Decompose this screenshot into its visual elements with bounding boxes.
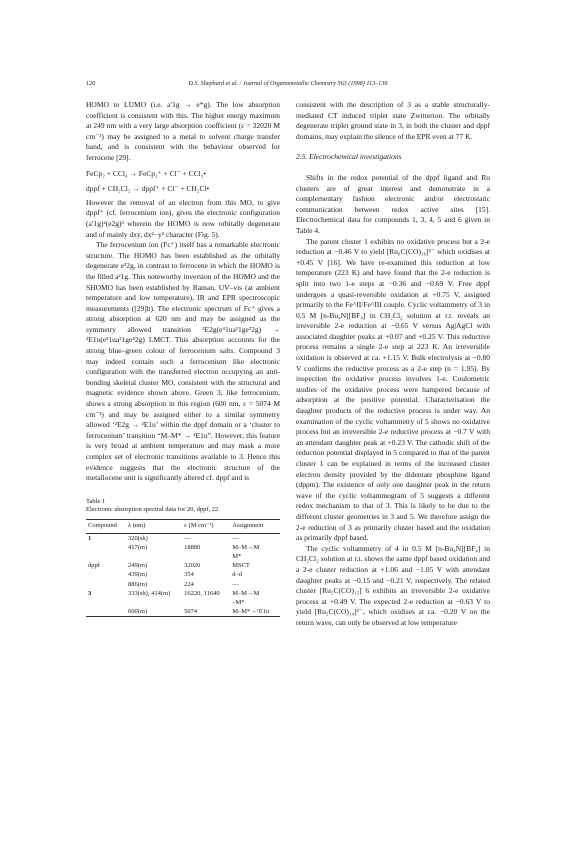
table-cell: 354 — [184, 571, 194, 579]
running-header — [86, 80, 490, 92]
running-head: D.S. Shephard et al. / Journal of Organometallic Chemistry 563 (1998) 113–136 — [188, 80, 388, 87]
table-row — [86, 598, 280, 607]
equation-2: dppf + CH₂Cl₂ → dppf⁺ + Cl⁻ + CH₂Cl• — [86, 184, 210, 194]
table-cell — [86, 570, 126, 579]
table-row — [86, 570, 280, 579]
table-row — [86, 607, 280, 617]
table-label: Table 1 — [86, 497, 106, 505]
table-row — [86, 552, 280, 561]
table-cell: 249(m) — [127, 562, 148, 570]
table-cell — [182, 598, 230, 607]
table-header-assignment: Assignment — [230, 519, 280, 533]
paragraph: consistent with the description of 3 as a stable structurally-mediated CT induced triplet state Zwitterion. The orbitally degenerate triplet ground state in 3, in both the cluster and dppf domains, may explain the silence of the EPR even at 77 K. — [296, 100, 490, 141]
section-heading: 2.5. Electrochemical investigations — [296, 152, 402, 162]
table-cell: 886(m) — [127, 580, 148, 588]
table-cell — [86, 598, 126, 607]
table-cell — [86, 580, 126, 589]
table-header-compound: Compound — [86, 519, 126, 533]
absorption-table — [86, 519, 280, 617]
paragraph: The parent cluster 1 exhibits no oxidative process but a 2-e reduction at −0.46 V to yield [Ru₆C(CO)₁₆]²⁻ which oxidises at +0.45 V [16]. We have re-examined this reduction at low temperature (223 K) and have found that the 2-e reduction is split into two 1-e steps at −0.36 and −0.69 V. Free dppf undergoes a quasi-reversible oxidation at +0.75 V, assigned primarily to the Fe^II/Fe^III couple. Cyclic voltammetry of 3 in 0.5 M [n-Bu₄N][BF₄] in CH₂Cl₂ solution at r.t. reveals an irreversible 2-e reduction at −0.65 V versus Ag|AgCl with associated daughter peaks at +0.07 and +0.25 V. This reductive process remains a single 2-e step at 223 K. An irreversible oxidation is observed at ca. +1.15 V. Bulk electrolysis at −0.80 V confirms the reductive process as a 2-e step (n = 1.95). By inspection the oxidative process involves 1-e. Coulometric studies of the oxidative process were hampered because of adsorption at the positive potential. Characterisation the daughter products of the reductive process is under way. An examination of the cyclic voltammetry of 5 shows no oxidative process but an irreversible 2-e reductive process at −0.7 V with an attendant daughter peak at +0.23 V. The cathodic shift of the reduction potential displayed in 5 compared to that of the parent cluster 1 can be explained in terms of the increased cluster electron density provided by the didentate phosphine ligand (dppm). The existence of only one daughter peak in the return wave of the cyclic voltammogram of 5 suggests a different redox mechanism to that of 3. This is likely to be due to the different cluster geometries in 3 and 5. We therefore assign the 2-e reduction of 3 as primarily cluster based and the oxidation as primarily dppf based. — [296, 236, 490, 543]
table-cell — [182, 552, 230, 561]
table-cell: M* — [232, 552, 242, 560]
left-column — [86, 100, 280, 617]
table-caption-block — [86, 498, 280, 515]
table-cell: 3 — [88, 589, 92, 597]
table-cell: dppf — [88, 562, 100, 570]
table-cell — [86, 543, 126, 552]
table-cell — [86, 552, 126, 561]
table-cell — [86, 607, 126, 617]
table-row — [86, 580, 280, 589]
table-cell: 1 — [88, 534, 92, 542]
paragraph: The cyclic voltammetry of 4 in 0.5 M [n-Bu₄N][BF₄] in CH₂Cl₂ solution at r.t. shows the same dppf based oxidation and a 2-e cluster reduction at +1.06 and −1.05 V with attendant daughter peaks at −0.15 and −0.21 V, respectively. The related cluster [Ru₅C(CO)₁₅] 6 exhibits an irreversible 2-e oxidative process at +0.49 V. The expected 2-e reduction at −0.63 V to yield [Ru₅C(CO)₁₄]²⁻, which oxidises at ca. −0.20 V on the return wave, can only be observed at low temperature — [296, 543, 490, 627]
table-cell: 5074 — [182, 607, 230, 617]
table-cell: — — [232, 580, 239, 588]
table-cell: 320(sh) — [127, 534, 148, 542]
table-header-epsilon: ε (M cm⁻¹) — [182, 519, 230, 533]
table-cell: –M* — [232, 598, 245, 606]
table-caption: Electronic absorption spectral data for 20, dppf, 22 — [86, 506, 219, 514]
paragraph: The ferrocenium ion (Fc⁺) itself has a remarkable electronic structure. The HOMO has been established as the orbitally degenerate e³2g, in contrast to ferrocene in which the HOMO is the filled a²1g. This noteworthy inversion of the HOMO and the SHOMO has been established by Raman, UV–vis (at ambient temperature and low temperature), IR and EPR spectroscopic measurements ([29]b). The electronic spectrum of Fc⁺ gives a strong absorption at 620 nm and may be assigned as the symmetry allowed transition ²E2g(e⁴1ua²1ge³2g) → ²E1u(e³1ua²1ge⁴2g) LMCT. This absorption accounts for the strong blue–green colour of ferrocenium salts. Compound 3 may indeed contain such a ferrocenium like electronic configuration with the transferred electron occupying an anti-bonding skeletal cluster MO, consistent with the structural and magnetic evidence shown above. Green 3, like ferrocenium, shows a strong absorption in this region (600 nm, ε = 5074 M cm⁻¹) and may be assigned either to a similar symmetry allowed ‘²E2g → ²E1u’ within the dppf domain or a ‘cluster to ferrocenium’ transition “M–M* → ¹E1u”. However, this feature is very broad at ambient temperature and may mask a more complex set of electronic transitions available to 3. Hence this evidence suggests that the electronic structure of the metallocene unit is significantly altered cf. dppf and is — [86, 240, 280, 483]
table-cell: d–d — [232, 571, 242, 579]
table-cell: 18880 — [184, 543, 201, 551]
table-cell: M–M→M — [232, 589, 260, 597]
table-cell: M–M*→¹E1u — [230, 607, 280, 617]
table-cell: 32020 — [184, 562, 201, 570]
table-cell — [126, 552, 182, 561]
table-cell: 224 — [184, 580, 194, 588]
equation-1: FeCp₂ + CCl₄ → FeCp₂⁺ + Cl⁻ + CCl₃• — [86, 168, 206, 178]
table-row — [86, 533, 280, 543]
table-cell: MSCT — [232, 562, 250, 570]
table-cell: — — [232, 534, 239, 542]
table-row — [86, 561, 280, 570]
paragraph: HOMO to LUMO (i.e. a′1g → e*g). The low absorption coefficient is consistent with this. The higher energy maximum at 249 nm with a very large absorption coefficient (ε = 32020 M cm⁻¹) may be assigned to a metal to solvent charge transfer band, and is consistent with the behaviour observed for ferrocene [29]. — [86, 100, 280, 162]
table-row — [86, 589, 280, 598]
table-cell: 333(sh), 414(m) — [127, 589, 171, 597]
table-cell: 16220, 11640 — [184, 589, 220, 597]
table-cell: M–M→M — [232, 543, 260, 551]
right-column — [296, 100, 490, 629]
table-cell — [126, 598, 182, 607]
table-cell: 439(m) — [127, 571, 148, 579]
table-header-lambda: λ (nm) — [126, 519, 182, 533]
table-row — [86, 543, 280, 552]
table-cell: 600(m) — [126, 607, 182, 617]
paragraph: However the removal of an electron from this MO, to give dppf⁺ (cf. ferrocenium ion), gives the electronic configuration (a′1g)²(e2g)³ wherein the HOMO is now orbitally degenerate and of mainly dxy, dx²−y² character (Fig. 5). — [86, 197, 280, 239]
paragraph: Shifts in the redox potential of the dppf ligand and Ru clusters are of great interest and demonstrate in a complementary fashion electronic and/or electrostatic communication between redox active sites [15]. Electrochemical data for compounds 1, 3, 4, 5 and 6 given in Table 4. — [296, 172, 490, 235]
table-cell: 417(m) — [127, 543, 148, 551]
table-cell: — — [184, 534, 191, 542]
page-number: 120 — [86, 80, 96, 87]
